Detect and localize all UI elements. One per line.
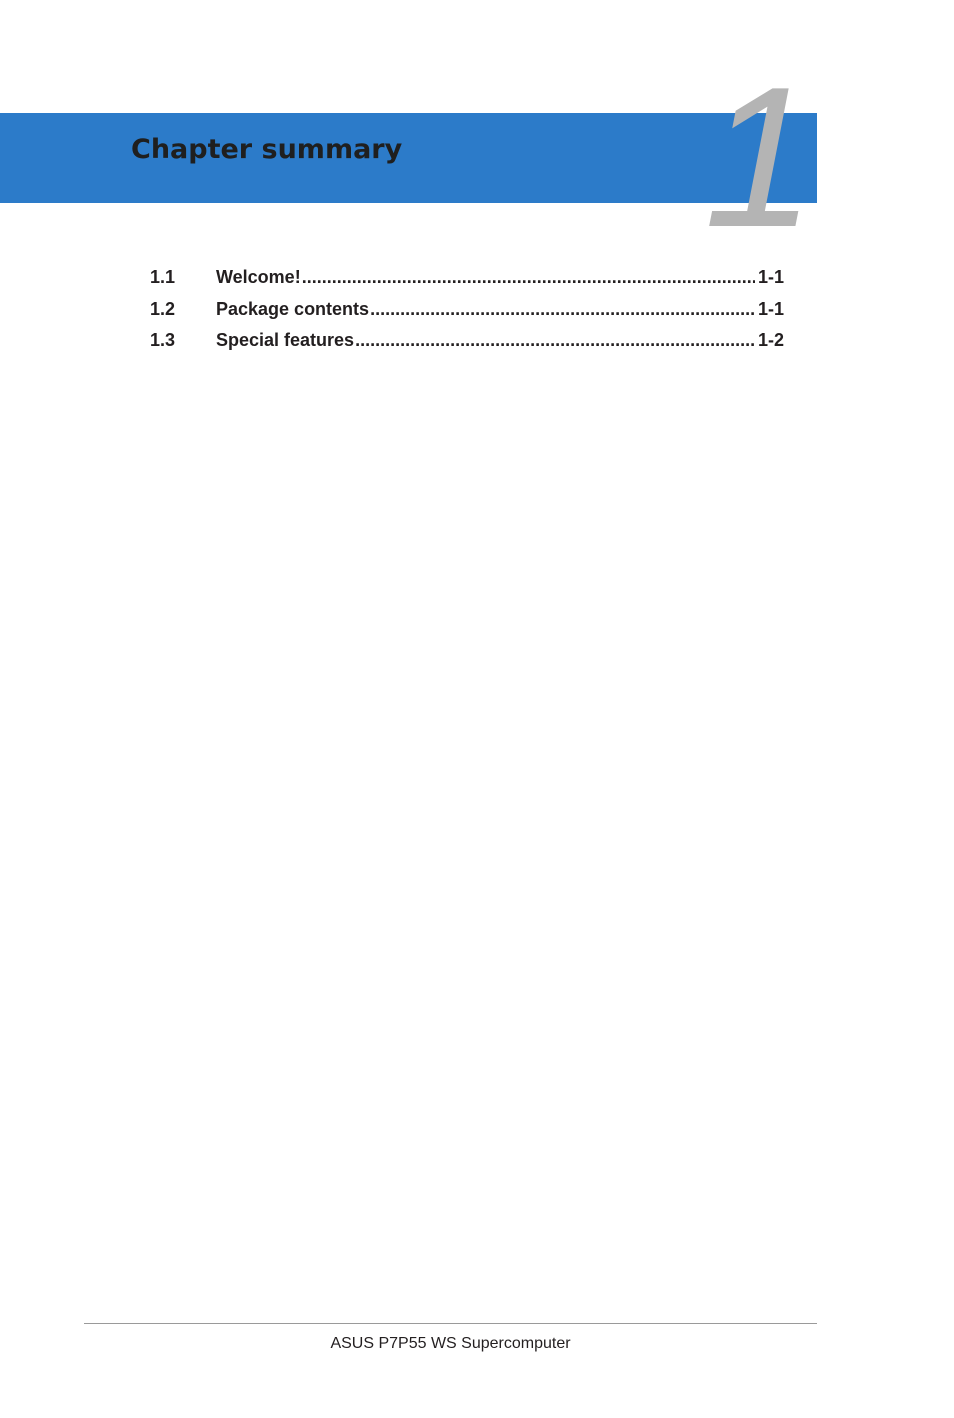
toc-entry-page: 1-2 bbox=[757, 330, 784, 350]
footer-divider bbox=[84, 1323, 817, 1324]
chapter-title: Chapter summary bbox=[131, 134, 403, 165]
toc-leader-dots bbox=[370, 294, 755, 326]
toc-entry-number: 1.1 bbox=[150, 267, 176, 287]
chapter-number: 1 bbox=[704, 46, 812, 269]
toc-entry-welcome[interactable] bbox=[150, 262, 784, 294]
toc-leader-dots bbox=[355, 325, 755, 357]
toc-entry-number: 1.3 bbox=[150, 330, 176, 350]
toc-entry-special-features[interactable] bbox=[150, 325, 784, 357]
footer-text: ASUS P7P55 WS Supercomputer bbox=[330, 1335, 571, 1352]
table-of-contents bbox=[150, 262, 784, 357]
chapter-banner bbox=[0, 113, 817, 203]
toc-entry-page: 1-1 bbox=[757, 267, 784, 287]
toc-entry-number: 1.2 bbox=[150, 298, 176, 319]
toc-entry-title: Special features bbox=[216, 330, 355, 350]
toc-entry-package-contents[interactable] bbox=[150, 294, 784, 326]
toc-leader-dots bbox=[302, 262, 755, 294]
toc-entry-page: 1-1 bbox=[757, 298, 784, 319]
toc-entry-title: Welcome! bbox=[216, 267, 301, 287]
toc-entry-title: Package contents bbox=[216, 298, 370, 319]
